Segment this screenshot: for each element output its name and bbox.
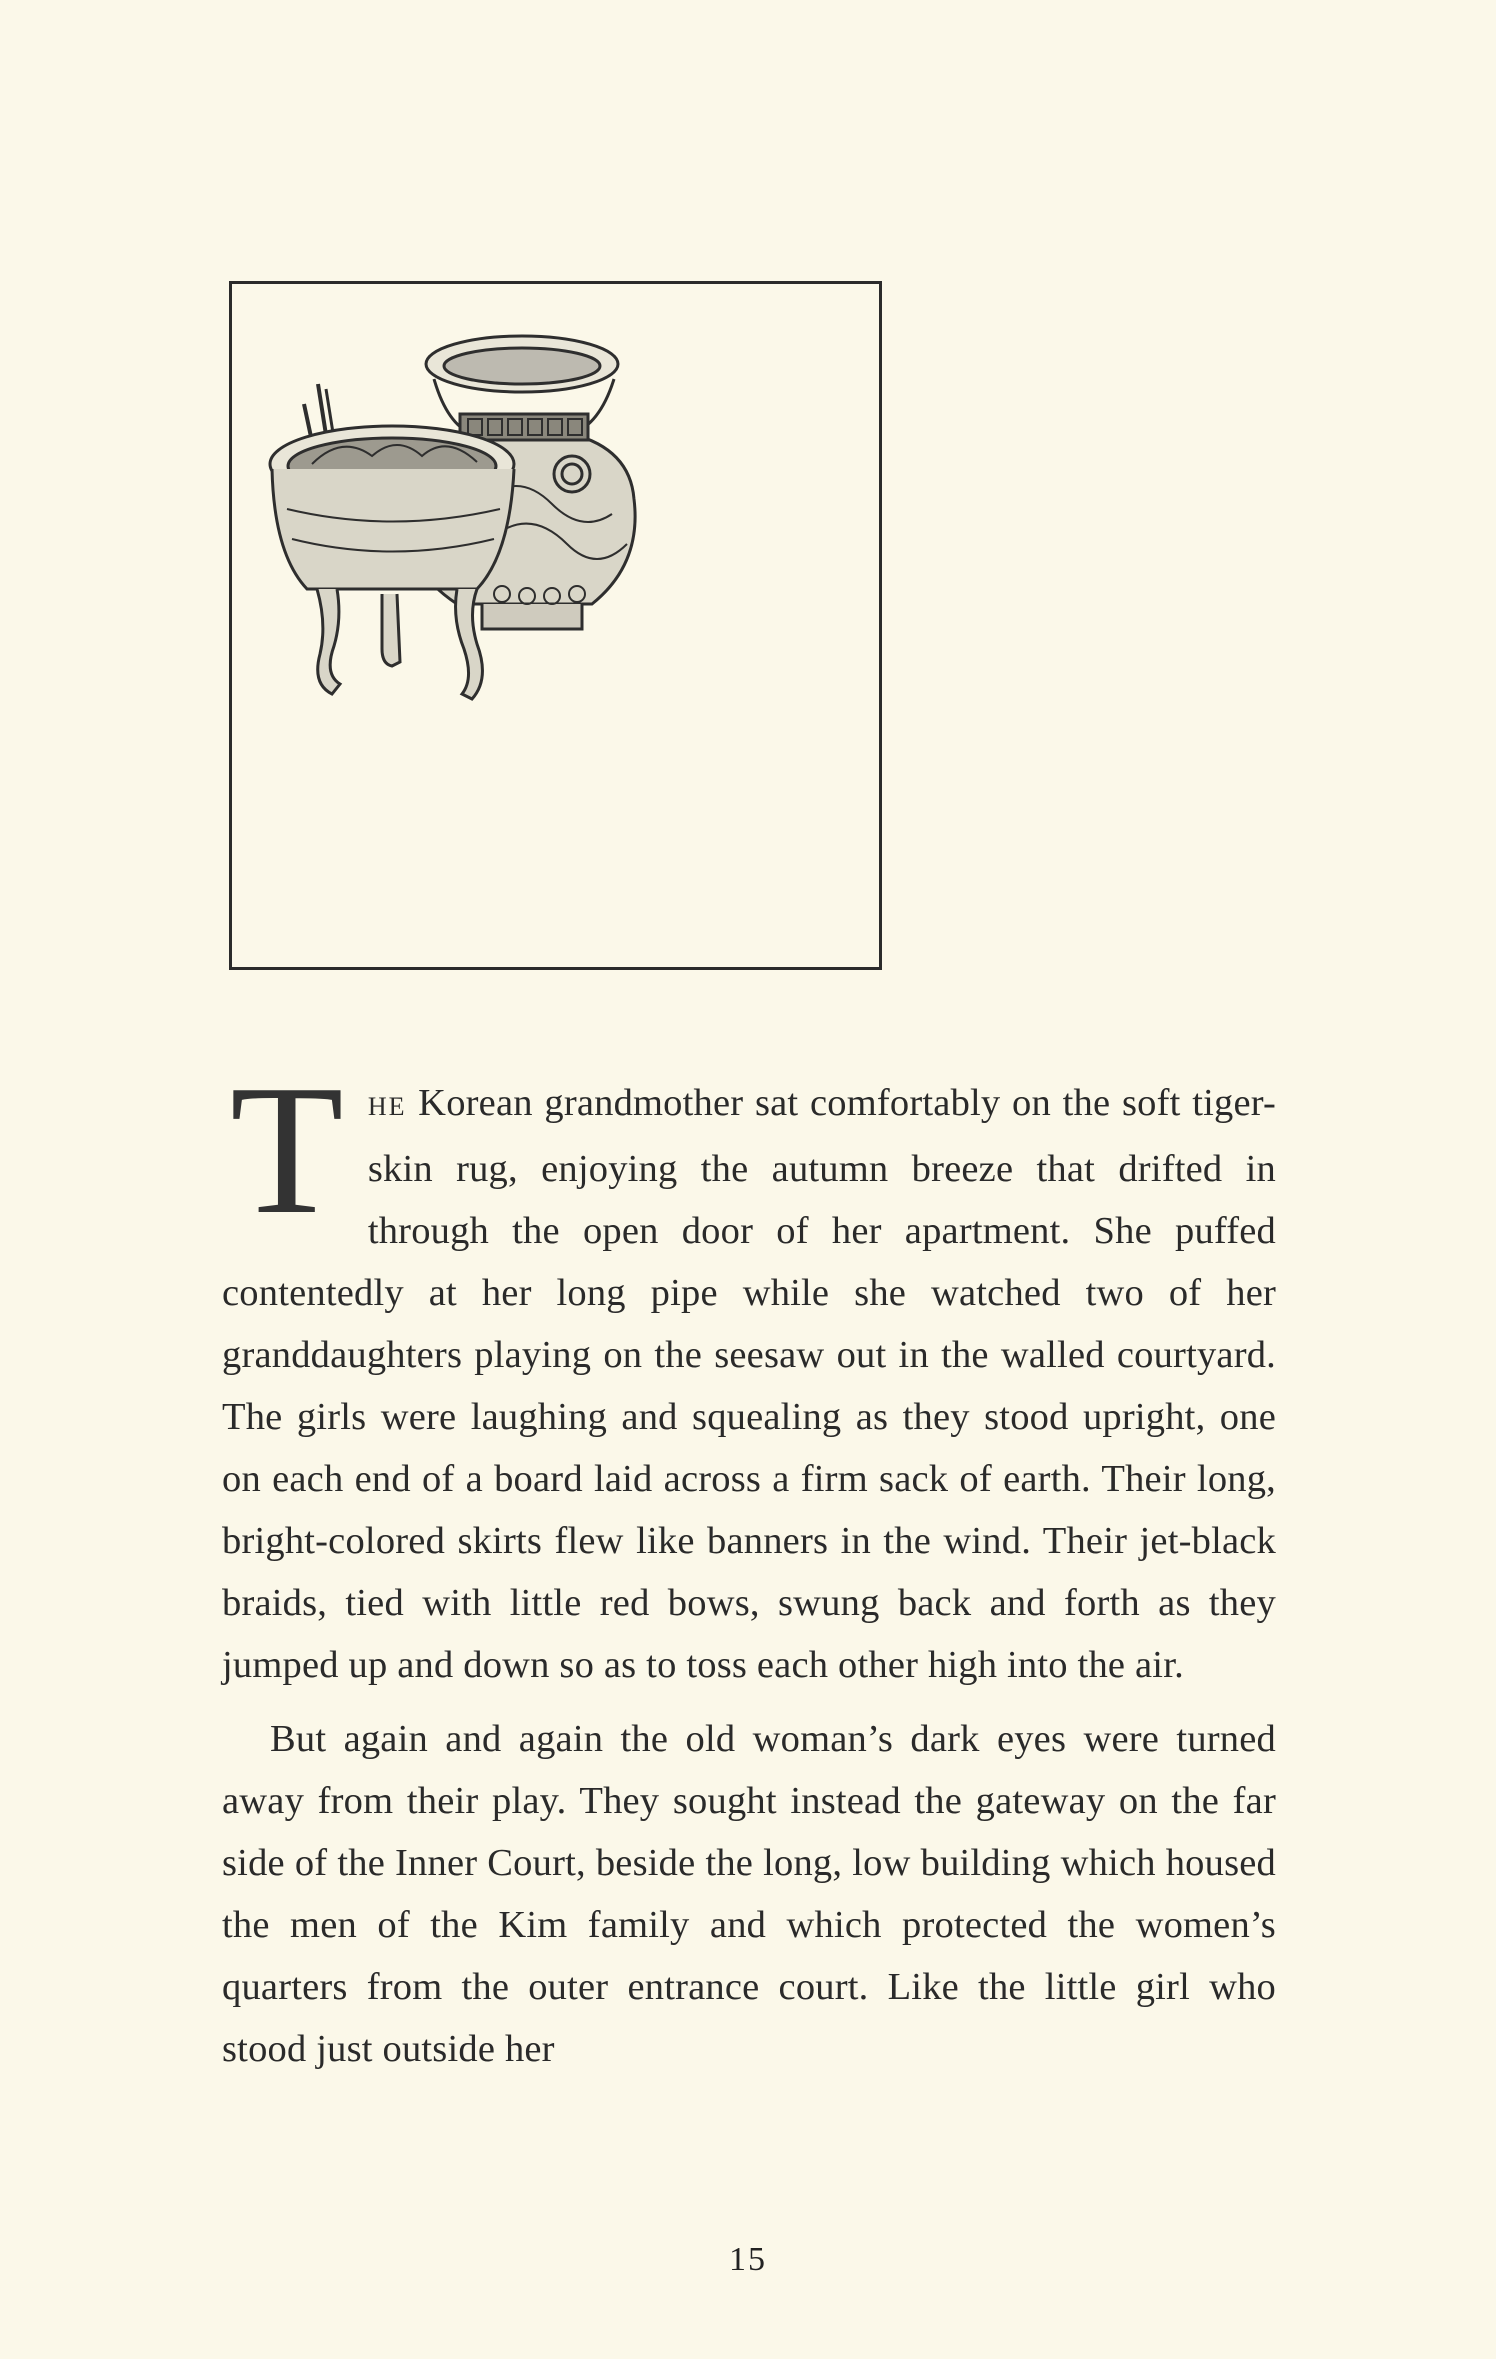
- paragraph-1-text: Korean grandmother sat comfortably on the soft tiger-skin rug, enjoying the autumn breeze that drifted in through the open door of her apartment. She puffed contentedly at her long pipe while she watched two of her granddaughters playing on the seesaw out in the walled courtyard. The girls were laughing and squealing as they stood upright, one on each end of a board laid across a firm sack of earth. Their long, bright-colored skirts flew like banners in the wind. Their jet-black braids, tied with little red bows, swung back and forth as they jumped up and down so as to toss each other high into the air.: [222, 1082, 1276, 1686]
- page-number: 15: [729, 2241, 767, 2278]
- small-caps-lead: HE: [367, 1092, 407, 1121]
- paragraph-2: But again and again the old woman’s dark eyes were turned away from their play. They sought instead the gateway on the far side of the Inner Court, beside the long, low building which housed the men of the Kim family and which protected the women’s quarters from the outer entrance court. Like the little girl who stood just outside her: [222, 1718, 1276, 2070]
- paragraph-1: [222, 1047, 1276, 1696]
- drop-cap: T: [230, 1047, 344, 1253]
- illustration-frame: [229, 281, 882, 970]
- bronze-vessels-icon: [232, 284, 879, 967]
- body-text: [222, 1047, 1276, 2080]
